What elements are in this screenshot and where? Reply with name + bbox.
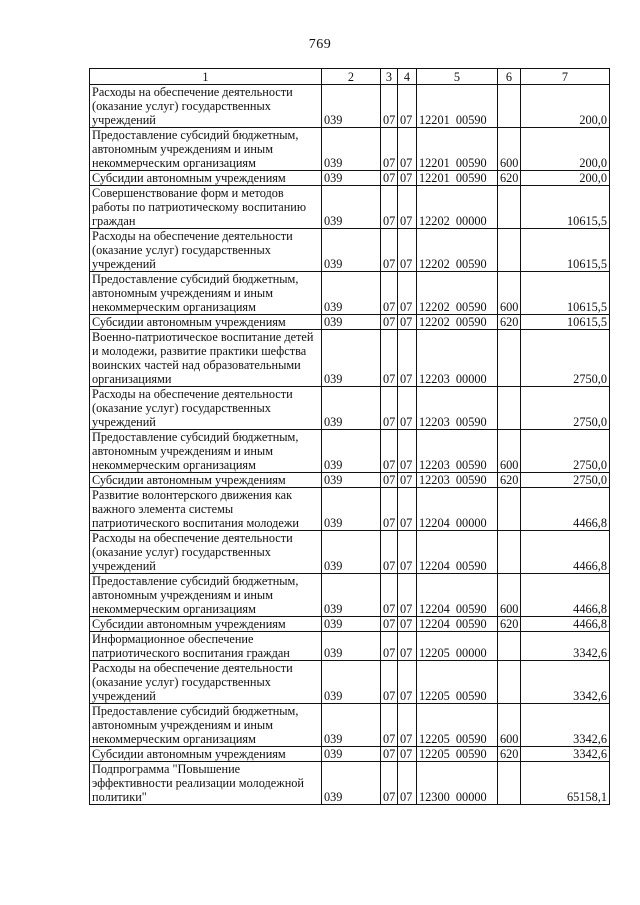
- row-grbs-cell: 039: [322, 747, 381, 762]
- column-header-1: 1: [90, 69, 322, 85]
- row-target-article-cell: 12300 00000: [417, 762, 498, 805]
- row-amount-cell: 4466,8: [521, 488, 610, 531]
- row-subsection-cell: 07: [398, 704, 417, 747]
- column-header-7: 7: [521, 69, 610, 85]
- table-row: [90, 473, 610, 488]
- table-row: [90, 186, 610, 229]
- table-row: [90, 632, 610, 661]
- row-grbs-cell: 039: [322, 473, 381, 488]
- row-expense-type-cell: [498, 488, 521, 531]
- row-grbs-cell: 039: [322, 430, 381, 473]
- row-expense-type-cell: [498, 387, 521, 430]
- row-subsection-cell: 07: [398, 315, 417, 330]
- row-target-article-cell: 12201 00590: [417, 85, 498, 128]
- row-expense-type-cell: 600: [498, 128, 521, 171]
- row-grbs-cell: 039: [322, 574, 381, 617]
- row-amount-cell: 200,0: [521, 85, 610, 128]
- row-target-article-cell: 12204 00000: [417, 488, 498, 531]
- row-name-cell: Расходы на обеспечение деятельности (оказание услуг) государственных учреждений: [90, 661, 322, 704]
- row-name-cell: Военно-патриотическое воспитание детей и молодежи, развитие практики шефства воинских частей над образовательными организациями: [90, 330, 322, 387]
- row-target-article-cell: 12202 00590: [417, 272, 498, 315]
- table-row: [90, 704, 610, 747]
- row-section-cell: 07: [381, 330, 398, 387]
- table-row: [90, 430, 610, 473]
- row-section-cell: 07: [381, 473, 398, 488]
- row-name-cell: Развитие волонтерского движения как важного элемента системы патриотического воспитания молодежи: [90, 488, 322, 531]
- table-row: [90, 128, 610, 171]
- row-target-article-cell: 12201 00590: [417, 171, 498, 186]
- row-grbs-cell: 039: [322, 661, 381, 704]
- row-amount-cell: 10615,5: [521, 229, 610, 272]
- table-row: [90, 488, 610, 531]
- row-expense-type-cell: 600: [498, 272, 521, 315]
- row-expense-type-cell: [498, 531, 521, 574]
- row-section-cell: 07: [381, 128, 398, 171]
- row-name-cell: Предоставление субсидий бюджетным, автономным учреждениям и иным некоммерческим организациям: [90, 574, 322, 617]
- row-amount-cell: 2750,0: [521, 473, 610, 488]
- row-section-cell: 07: [381, 704, 398, 747]
- row-section-cell: 07: [381, 171, 398, 186]
- row-subsection-cell: 07: [398, 85, 417, 128]
- row-target-article-cell: 12202 00590: [417, 315, 498, 330]
- row-name-cell: Совершенствование форм и методов работы по патриотическому воспитанию граждан: [90, 186, 322, 229]
- row-grbs-cell: 039: [322, 85, 381, 128]
- row-grbs-cell: 039: [322, 315, 381, 330]
- row-amount-cell: 3342,6: [521, 747, 610, 762]
- table-row: [90, 315, 610, 330]
- row-expense-type-cell: 600: [498, 430, 521, 473]
- row-grbs-cell: 039: [322, 632, 381, 661]
- row-name-cell: Информационное обеспечение патриотического воспитания граждан: [90, 632, 322, 661]
- row-name-cell: Предоставление субсидий бюджетным, автономным учреждениям и иным некоммерческим организациям: [90, 704, 322, 747]
- row-grbs-cell: 039: [322, 488, 381, 531]
- table-row: [90, 387, 610, 430]
- column-header-2: 2: [322, 69, 381, 85]
- row-subsection-cell: 07: [398, 661, 417, 704]
- row-grbs-cell: 039: [322, 617, 381, 632]
- row-section-cell: 07: [381, 661, 398, 704]
- row-expense-type-cell: [498, 85, 521, 128]
- row-target-article-cell: 12205 00590: [417, 661, 498, 704]
- row-section-cell: 07: [381, 747, 398, 762]
- row-amount-cell: 10615,5: [521, 272, 610, 315]
- row-amount-cell: 2750,0: [521, 430, 610, 473]
- row-expense-type-cell: 620: [498, 617, 521, 632]
- row-target-article-cell: 12204 00590: [417, 531, 498, 574]
- table-row: [90, 330, 610, 387]
- row-expense-type-cell: 620: [498, 473, 521, 488]
- row-grbs-cell: 039: [322, 229, 381, 272]
- row-expense-type-cell: [498, 229, 521, 272]
- row-amount-cell: 65158,1: [521, 762, 610, 805]
- table-row: [90, 661, 610, 704]
- row-grbs-cell: 039: [322, 762, 381, 805]
- row-target-article-cell: 12203 00590: [417, 430, 498, 473]
- row-subsection-cell: 07: [398, 128, 417, 171]
- row-name-cell: Предоставление субсидий бюджетным, автономным учреждениям и иным некоммерческим организациям: [90, 430, 322, 473]
- row-section-cell: 07: [381, 762, 398, 805]
- row-name-cell: Расходы на обеспечение деятельности (оказание услуг) государственных учреждений: [90, 531, 322, 574]
- row-section-cell: 07: [381, 617, 398, 632]
- row-section-cell: 07: [381, 229, 398, 272]
- row-name-cell: Расходы на обеспечение деятельности (оказание услуг) государственных учреждений: [90, 229, 322, 272]
- column-header-6: 6: [498, 69, 521, 85]
- column-header-3: 3: [381, 69, 398, 85]
- row-subsection-cell: 07: [398, 762, 417, 805]
- row-name-cell: Подпрограмма "Повышение эффективности реализации молодежной политики": [90, 762, 322, 805]
- row-name-cell: Субсидии автономным учреждениям: [90, 617, 322, 632]
- row-grbs-cell: 039: [322, 330, 381, 387]
- table-row: [90, 747, 610, 762]
- row-grbs-cell: 039: [322, 387, 381, 430]
- row-subsection-cell: 07: [398, 330, 417, 387]
- row-expense-type-cell: [498, 762, 521, 805]
- budget-table: [89, 68, 610, 805]
- row-subsection-cell: 07: [398, 387, 417, 430]
- row-grbs-cell: 039: [322, 171, 381, 186]
- row-expense-type-cell: [498, 632, 521, 661]
- row-expense-type-cell: 620: [498, 171, 521, 186]
- row-expense-type-cell: [498, 330, 521, 387]
- row-name-cell: Субсидии автономным учреждениям: [90, 473, 322, 488]
- row-target-article-cell: 12202 00000: [417, 186, 498, 229]
- row-section-cell: 07: [381, 632, 398, 661]
- row-grbs-cell: 039: [322, 272, 381, 315]
- row-section-cell: 07: [381, 488, 398, 531]
- header-row: [90, 69, 610, 85]
- table-row: [90, 171, 610, 186]
- row-subsection-cell: 07: [398, 531, 417, 574]
- row-name-cell: Предоставление субсидий бюджетным, автономным учреждениям и иным некоммерческим организациям: [90, 128, 322, 171]
- row-section-cell: 07: [381, 430, 398, 473]
- row-name-cell: Предоставление субсидий бюджетным, автономным учреждениям и иным некоммерческим организациям: [90, 272, 322, 315]
- row-subsection-cell: 07: [398, 488, 417, 531]
- row-subsection-cell: 07: [398, 574, 417, 617]
- row-name-cell: Расходы на обеспечение деятельности (оказание услуг) государственных учреждений: [90, 387, 322, 430]
- row-grbs-cell: 039: [322, 128, 381, 171]
- row-target-article-cell: 12202 00590: [417, 229, 498, 272]
- row-amount-cell: 10615,5: [521, 186, 610, 229]
- row-expense-type-cell: 620: [498, 747, 521, 762]
- row-expense-type-cell: 600: [498, 574, 521, 617]
- row-amount-cell: 4466,8: [521, 531, 610, 574]
- row-target-article-cell: 12205 00000: [417, 632, 498, 661]
- page-number: 769: [308, 37, 332, 52]
- row-grbs-cell: 039: [322, 186, 381, 229]
- row-subsection-cell: 07: [398, 272, 417, 315]
- row-name-cell: Субсидии автономным учреждениям: [90, 171, 322, 186]
- row-target-article-cell: 12203 00590: [417, 387, 498, 430]
- row-subsection-cell: 07: [398, 430, 417, 473]
- row-amount-cell: 10615,5: [521, 315, 610, 330]
- row-expense-type-cell: [498, 186, 521, 229]
- row-name-cell: Субсидии автономным учреждениям: [90, 315, 322, 330]
- row-amount-cell: 200,0: [521, 171, 610, 186]
- row-target-article-cell: 12203 00000: [417, 330, 498, 387]
- row-expense-type-cell: 600: [498, 704, 521, 747]
- row-name-cell: Расходы на обеспечение деятельности (оказание услуг) государственных учреждений: [90, 85, 322, 128]
- row-amount-cell: 200,0: [521, 128, 610, 171]
- row-amount-cell: 3342,6: [521, 632, 610, 661]
- row-amount-cell: 3342,6: [521, 704, 610, 747]
- row-target-article-cell: 12201 00590: [417, 128, 498, 171]
- row-expense-type-cell: [498, 661, 521, 704]
- row-subsection-cell: 07: [398, 171, 417, 186]
- row-section-cell: 07: [381, 315, 398, 330]
- row-target-article-cell: 12203 00590: [417, 473, 498, 488]
- row-amount-cell: 2750,0: [521, 387, 610, 430]
- column-header-5: 5: [417, 69, 498, 85]
- row-section-cell: 07: [381, 186, 398, 229]
- row-name-cell: Субсидии автономным учреждениям: [90, 747, 322, 762]
- row-subsection-cell: 07: [398, 747, 417, 762]
- row-target-article-cell: 12205 00590: [417, 747, 498, 762]
- row-section-cell: 07: [381, 531, 398, 574]
- table-row: [90, 85, 610, 128]
- table-row: [90, 531, 610, 574]
- row-grbs-cell: 039: [322, 704, 381, 747]
- row-subsection-cell: 07: [398, 632, 417, 661]
- row-section-cell: 07: [381, 574, 398, 617]
- table-row: [90, 229, 610, 272]
- row-expense-type-cell: 620: [498, 315, 521, 330]
- row-amount-cell: 3342,6: [521, 661, 610, 704]
- table-row: [90, 762, 610, 805]
- row-section-cell: 07: [381, 272, 398, 315]
- row-subsection-cell: 07: [398, 186, 417, 229]
- table-row: [90, 574, 610, 617]
- row-grbs-cell: 039: [322, 531, 381, 574]
- row-amount-cell: 2750,0: [521, 330, 610, 387]
- row-amount-cell: 4466,8: [521, 574, 610, 617]
- table-row: [90, 272, 610, 315]
- row-target-article-cell: 12205 00590: [417, 704, 498, 747]
- row-target-article-cell: 12204 00590: [417, 574, 498, 617]
- row-amount-cell: 4466,8: [521, 617, 610, 632]
- row-subsection-cell: 07: [398, 229, 417, 272]
- table-row: [90, 617, 610, 632]
- row-subsection-cell: 07: [398, 617, 417, 632]
- row-section-cell: 07: [381, 387, 398, 430]
- row-section-cell: 07: [381, 85, 398, 128]
- row-target-article-cell: 12204 00590: [417, 617, 498, 632]
- column-header-4: 4: [398, 69, 417, 85]
- row-subsection-cell: 07: [398, 473, 417, 488]
